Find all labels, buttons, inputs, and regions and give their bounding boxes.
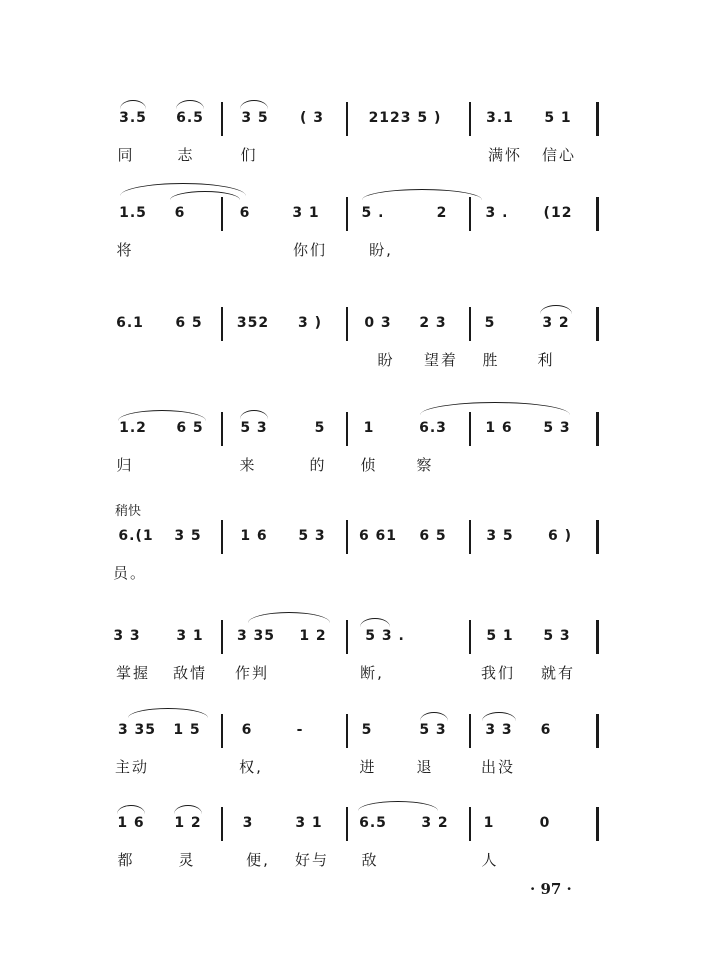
barline — [221, 520, 223, 554]
score-system-7 — [0, 712, 710, 812]
barline — [221, 412, 223, 446]
notation-cell: 5 — [314, 420, 326, 436]
notation-cell: 1 5 — [173, 722, 201, 738]
notation-cell: 6 5 — [175, 315, 203, 331]
notation-cell: ( 3 — [299, 110, 325, 126]
barline — [221, 714, 223, 748]
barline — [221, 807, 223, 841]
lyric: 权, — [239, 758, 263, 776]
slur — [540, 305, 572, 314]
barline — [221, 102, 223, 136]
lyric: 志 — [177, 146, 195, 164]
lyric: 察 — [416, 456, 434, 474]
barline — [469, 520, 471, 554]
notation-cell: 1 2 — [299, 628, 327, 644]
lyric: 掌握 — [115, 664, 151, 682]
lyric: 进 — [359, 758, 377, 776]
barline — [346, 807, 348, 841]
barline — [346, 620, 348, 654]
lyric: 敌情 — [172, 664, 208, 682]
barline — [346, 307, 348, 341]
lyric: 信心 — [541, 146, 577, 164]
notation-cell: 3 5 — [486, 528, 514, 544]
notation-cell: 2123 5 ) — [368, 110, 442, 126]
notation-cell: 0 — [539, 815, 551, 831]
notation-line — [0, 618, 710, 658]
barline — [221, 197, 223, 231]
notation-cell: 6 — [174, 205, 186, 221]
barline — [469, 807, 471, 841]
notation-cell: 5 3 — [543, 420, 571, 436]
barline — [469, 307, 471, 341]
barline — [346, 714, 348, 748]
notation-line — [0, 518, 710, 558]
notation-cell: 6.3 — [419, 420, 447, 436]
notation-cell: 5 — [361, 722, 373, 738]
lyric: 盼, — [369, 241, 393, 259]
notation-line — [0, 712, 710, 752]
lyric: 归 — [116, 456, 134, 474]
slur — [420, 712, 448, 721]
notation-cell: 6 5 — [176, 420, 204, 436]
lyric: 们 — [240, 146, 258, 164]
lyric: 侦 — [360, 456, 378, 474]
notation-cell: 3.5 — [119, 110, 147, 126]
notation-line — [0, 100, 710, 140]
notation-cell: 5 3 — [419, 722, 447, 738]
barline — [346, 197, 348, 231]
notation-cell: 3.1 — [486, 110, 514, 126]
slur — [120, 100, 146, 109]
notation-cell: 3 3 — [113, 628, 141, 644]
lyric: 灵 — [178, 851, 196, 869]
lyric: 我们 — [480, 664, 516, 682]
notation-cell: 1 — [483, 815, 495, 831]
notation-cell: 5 — [484, 315, 496, 331]
barline — [596, 620, 599, 654]
notation-cell: 3 5 — [174, 528, 202, 544]
score-system-1 — [0, 100, 710, 200]
notation-cell: 0 3 — [364, 315, 392, 331]
notation-cell: (12 — [543, 205, 573, 221]
score-system-6 — [0, 618, 710, 718]
lyric: 满怀 — [487, 146, 523, 164]
barline — [596, 714, 599, 748]
notation-cell: 3 35 — [117, 722, 157, 738]
notation-line — [0, 805, 710, 845]
notation-cell: 6.5 — [359, 815, 387, 831]
notation-cell: 5 1 — [486, 628, 514, 644]
notation-cell: 3 35 — [236, 628, 276, 644]
notation-cell: 3 3 — [485, 722, 513, 738]
lyric: 就有 — [540, 664, 576, 682]
notation-cell: 1 — [363, 420, 375, 436]
lyric: 利 — [537, 351, 555, 369]
notation-cell: 1 6 — [117, 815, 145, 831]
score-system-5 — [0, 518, 710, 618]
slur — [117, 805, 145, 814]
notation-cell: 6.(1 — [118, 528, 154, 544]
notation-cell: 6 5 — [419, 528, 447, 544]
barline — [596, 412, 599, 446]
lyric: 人 — [481, 851, 499, 869]
notation-cell: 6 ) — [547, 528, 573, 544]
score-system-8 — [0, 805, 710, 905]
lyric: 作判 — [234, 664, 270, 682]
notation-cell: 3 2 — [542, 315, 570, 331]
score-system-2 — [0, 195, 710, 295]
lyric: 断, — [360, 664, 384, 682]
lyric: 来 — [239, 456, 257, 474]
barline — [596, 807, 599, 841]
notation-cell: 1.5 — [119, 205, 147, 221]
notation-cell: 3 . — [485, 205, 509, 221]
barline — [346, 520, 348, 554]
lyric: 望着 — [423, 351, 459, 369]
slur — [482, 712, 516, 721]
barline — [469, 102, 471, 136]
barline — [596, 197, 599, 231]
page-number: · 97 · — [530, 880, 572, 898]
barline — [469, 197, 471, 231]
slur — [174, 805, 202, 814]
notation-cell: 6 — [239, 205, 251, 221]
lyric: 敌 — [361, 851, 379, 869]
barline — [346, 102, 348, 136]
lyric: 的 — [309, 456, 327, 474]
barline — [596, 307, 599, 341]
lyric: 主动 — [114, 758, 150, 776]
barline — [469, 620, 471, 654]
lyric: 员。 — [112, 564, 148, 582]
lyric: 便, — [246, 851, 270, 869]
notation-cell: 6.5 — [176, 110, 204, 126]
notation-cell: 3 1 — [295, 815, 323, 831]
notation-line — [0, 410, 710, 450]
notation-cell: 3 — [242, 815, 254, 831]
barline — [346, 412, 348, 446]
notation-cell: 5 3 — [298, 528, 326, 544]
barline — [469, 412, 471, 446]
barline — [469, 714, 471, 748]
lyric: 出没 — [480, 758, 516, 776]
lyric: 你们 — [292, 241, 328, 259]
lyric: 退 — [416, 758, 434, 776]
notation-cell: 3 5 — [241, 110, 269, 126]
notation-cell: 6 — [540, 722, 552, 738]
notation-cell: 6 61 — [358, 528, 398, 544]
notation-cell: 6.1 — [116, 315, 144, 331]
barline — [221, 620, 223, 654]
notation-line — [0, 305, 710, 345]
notation-cell: 2 3 — [419, 315, 447, 331]
notation-cell: 5 . — [361, 205, 385, 221]
notation-cell: 6 — [241, 722, 253, 738]
barline — [221, 307, 223, 341]
notation-cell: - — [296, 722, 304, 738]
notation-cell: 5 1 — [544, 110, 572, 126]
slur — [360, 618, 390, 627]
notation-cell: 1 6 — [240, 528, 268, 544]
lyric: 都 — [117, 851, 135, 869]
notation-line — [0, 195, 710, 235]
slur — [240, 100, 268, 109]
notation-cell: 1.2 — [119, 420, 147, 436]
notation-cell: 352 — [236, 315, 270, 331]
lyric: 同 — [117, 146, 135, 164]
notation-cell: 3 2 — [421, 815, 449, 831]
notation-cell: 1 6 — [485, 420, 513, 436]
barline — [596, 102, 599, 136]
notation-cell: 3 1 — [292, 205, 320, 221]
notation-cell: 3 ) — [297, 315, 323, 331]
notation-cell: 2 — [436, 205, 448, 221]
notation-cell: 5 3 . — [365, 628, 405, 644]
score-system-3 — [0, 305, 710, 405]
tempo-marking: 稍快 — [115, 504, 142, 519]
barline — [596, 520, 599, 554]
lyric: 胜 — [482, 351, 500, 369]
slur — [240, 410, 268, 419]
score-system-4 — [0, 410, 710, 510]
notation-cell: 5 3 — [543, 628, 571, 644]
notation-cell: 3 1 — [176, 628, 204, 644]
notation-cell: 1 2 — [174, 815, 202, 831]
notation-cell: 5 3 — [240, 420, 268, 436]
lyric: 好与 — [294, 851, 330, 869]
lyric: 将 — [116, 241, 134, 259]
slur — [176, 100, 204, 109]
lyric: 盼 — [377, 351, 395, 369]
